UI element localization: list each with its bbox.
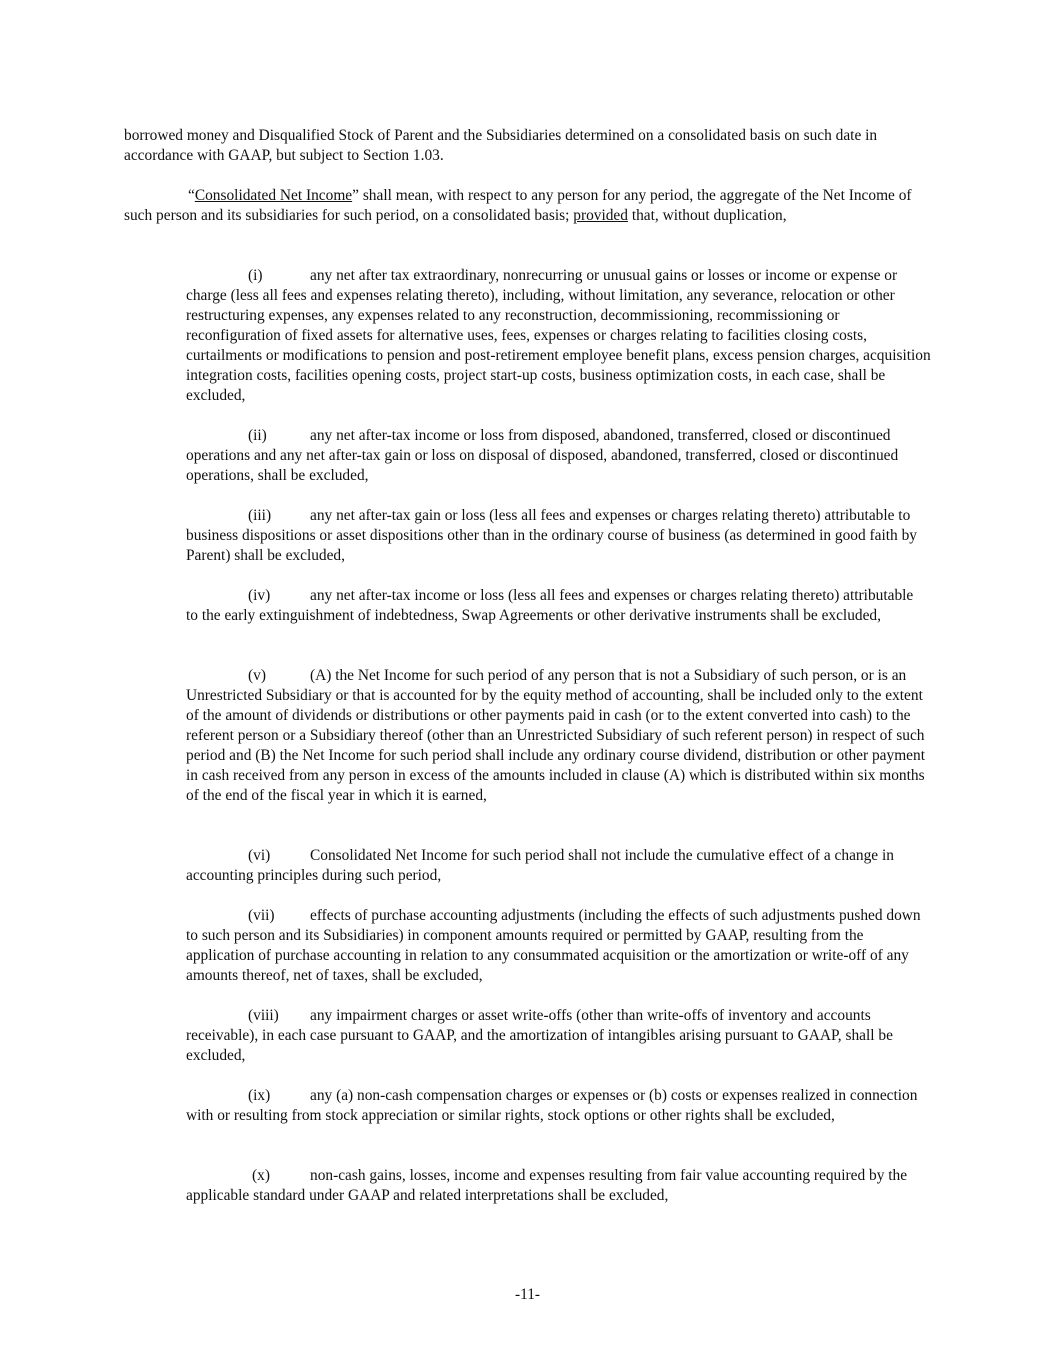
clause-item: [186, 1166, 926, 1206]
clause-text: (A) the Net Income for such period of any person that is not a Subsidiary of such person, or is an Unrestricted Subsidiary or that is accounted for by the equity method of accounting, shall be included only to the extent of the amount of dividends or distributions or other payments paid in cash (or to the extent converted into cash) to the referent person or a Subsidiary thereof (other than an Unrestricted Subsidiary of such referent person) in respect of such period and (B) the Net Income for such period shall include any ordinary course dividend, distribution or other payment in cash received from any person in excess of the amounts included in clause (A) which is distributed within six months of the end of the fiscal year in which it is earned,: [186, 667, 925, 804]
clause-text: any (a) non-cash compensation charges or expenses or (b) costs or expenses realized in connection with or resulting from stock appreciation or similar rights, stock options or other rights shall be excluded,: [186, 1087, 918, 1124]
open-quote: “: [188, 187, 195, 204]
clause-item: [186, 846, 926, 886]
definition-body: ” shall mean, with respect to any person for any period, the aggregate of the Net Income of such person and its subsidiaries for such period, on a consolidated basis;: [124, 187, 912, 224]
clause-label: (iv): [248, 587, 271, 604]
provided-term: provided: [573, 207, 628, 224]
clause-label: (iii): [248, 507, 272, 524]
clause-text: any net after-tax income or loss (less all fees and expenses or charges relating thereto) attributable to the early extinguishment of indebtedness, Swap Agreements or other derivative instruments shall be excluded,: [186, 587, 914, 624]
clause-label: (i): [248, 267, 263, 284]
clause-item: [186, 666, 928, 806]
clause-item: [186, 426, 926, 486]
clause-label: (ix): [248, 1087, 271, 1104]
definition-tail: that, without duplication,: [627, 207, 787, 224]
clause-item: [186, 906, 926, 986]
clause-item: [186, 506, 926, 566]
clause-label: (ii): [248, 427, 267, 444]
clause-item: [186, 586, 926, 626]
clause-label: (vii): [248, 907, 275, 924]
clause-item: [186, 1006, 926, 1066]
defined-term: Consolidated Net Income: [194, 187, 353, 204]
opening-text: borrowed money and Disqualified Stock of Parent and the Subsidiaries determined on a consolidated basis on such date in accordance with GAAP, but subject to Section 1.03.: [124, 127, 878, 164]
clause-item: [186, 266, 932, 406]
page-number: -11-: [514, 1286, 541, 1303]
opening-paragraph: [124, 126, 924, 166]
clause-label: (x): [252, 1167, 270, 1184]
clause-text: any net after-tax income or loss from disposed, abandoned, transferred, closed or discontinued operations and any net after-tax gain or loss on disposal of disposed, abandoned, transferred, closed or discontinued operations, shall be excluded,: [186, 427, 899, 484]
clause-label: (vi): [248, 847, 271, 864]
definition-paragraph: [124, 186, 924, 226]
clause-text: non-cash gains, losses, income and expenses resulting from fair value accounting required by the applicable standard under GAAP and related interpretations shall be excluded,: [186, 1167, 908, 1204]
clause-label: (v): [248, 667, 266, 684]
clause-text: any net after-tax gain or loss (less all fees and expenses or charges relating thereto) attributable to business dispositions or asset dispositions other than in the ordinary course of business (as determined in good faith by Parent) shall be excluded,: [186, 507, 917, 564]
clause-text: Consolidated Net Income for such period shall not include the cumulative effect of a change in accounting principles during such period,: [186, 847, 894, 884]
clause-text: any impairment charges or asset write-offs (other than write-offs of inventory and accounts receivable), in each case pursuant to GAAP, and the amortization of intangibles arising pursuant to GAAP, shall be excluded,: [186, 1007, 893, 1064]
clause-text: effects of purchase accounting adjustments (including the effects of such adjustments pushed down to such person and its Subsidiaries) in component amounts required or permitted by GAAP, resulting from the application of purchase accounting in relation to any consummated acquisition or the amortization or write-off of any amounts thereof, net of taxes, shall be excluded,: [186, 907, 921, 984]
clause-item: [186, 1086, 926, 1126]
clause-label: (viii): [248, 1007, 279, 1024]
clause-text: any net after tax extraordinary, nonrecurring or unusual gains or losses or income or expense or charge (less all fees and expenses relating thereto), including, without limitation, any severance, relocation or other restructuring expenses, any expenses related to any reconstruction, decommissioning, recommissioning or reconfiguration of fixed assets for alternative uses, fees, expenses or charges relating to facilities closing costs, curtailments or modifications to pension and post-retirement employee benefit plans, excess pension charges, acquisition integration costs, facilities opening costs, project start-up costs, business optimization costs, in each case, shall be excluded,: [186, 267, 931, 404]
